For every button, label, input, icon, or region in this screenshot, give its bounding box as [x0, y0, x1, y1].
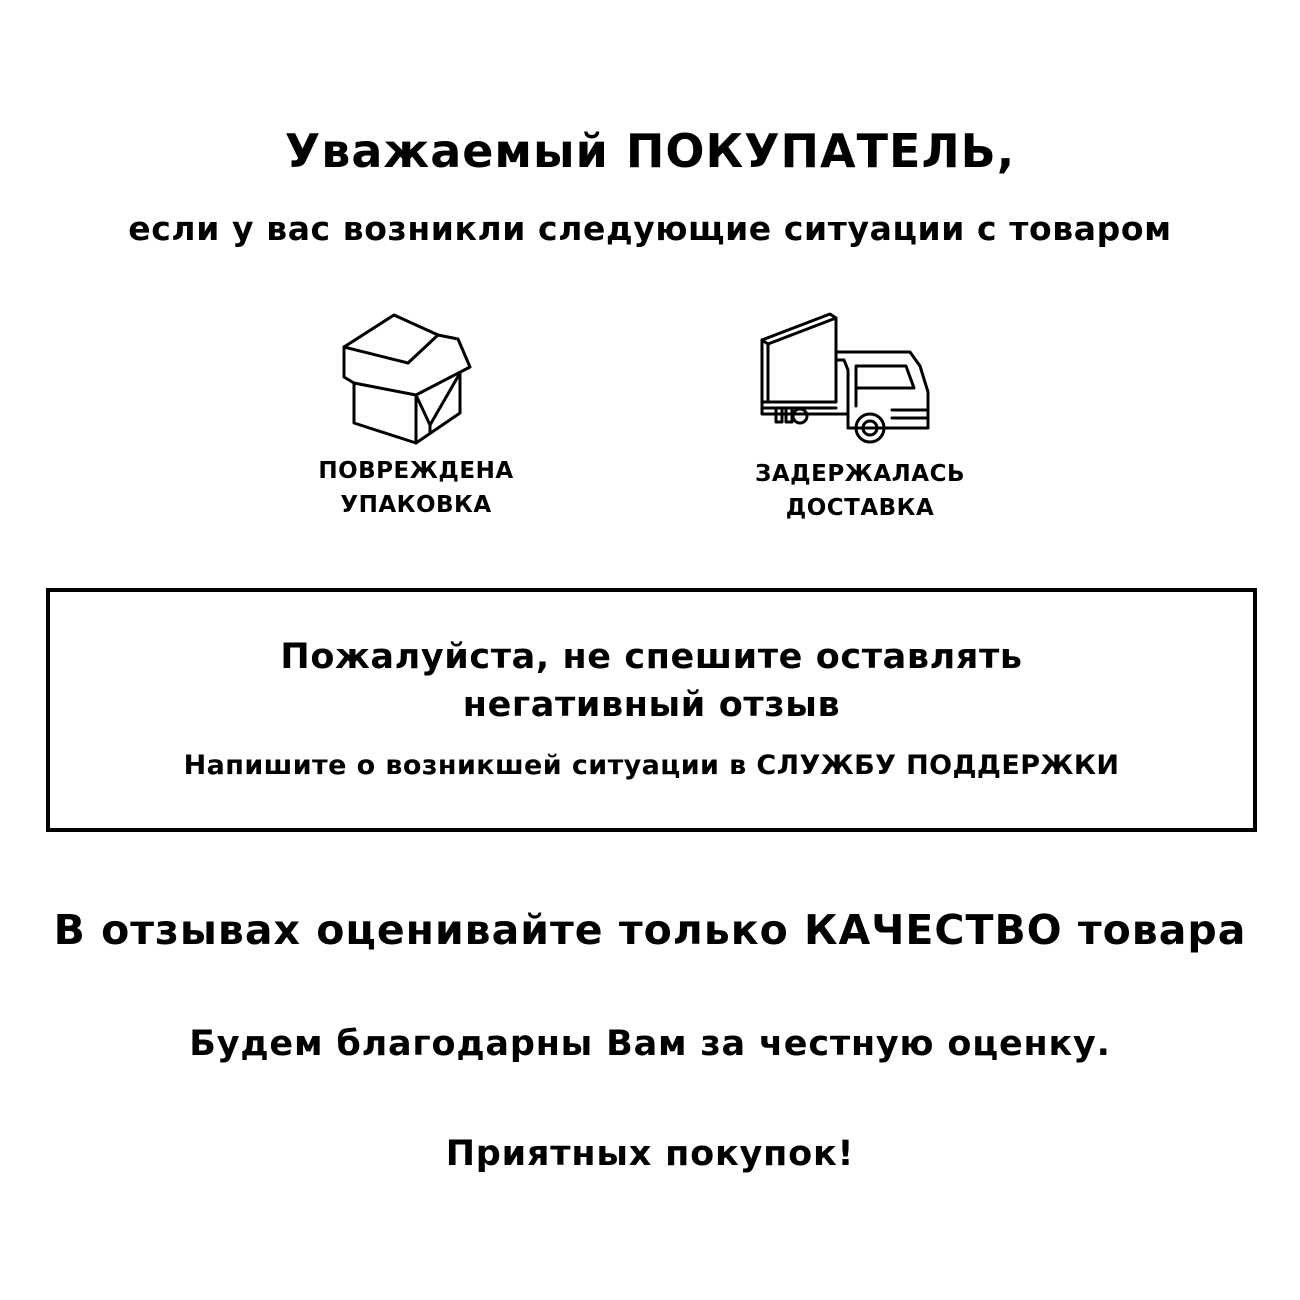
situation-label-line: ДОСТАВКА — [785, 495, 935, 521]
notice-heading-line-1: Пожалуйста, не спешите оставлять — [280, 637, 1023, 677]
thanks-message: Будем благодарны Вам за честную оценку. — [189, 1024, 1111, 1064]
situation-label-line: ПОВРЕЖДЕНА — [318, 458, 514, 484]
situation-label-line: УПАКОВКА — [340, 492, 492, 518]
situation-label-damaged-packaging — [256, 454, 576, 522]
notice-support-text: Напишите о возникшей ситуации в СЛУЖБУ ПОДДЕРЖКИ — [183, 750, 1120, 781]
open-box-icon — [330, 305, 490, 455]
situation-label-line: ЗАДЕРЖАЛАСЬ — [755, 461, 965, 487]
page-title: Уважаемый ПОКУПАТЕЛЬ, — [284, 124, 1016, 178]
delivery-truck-icon — [752, 310, 952, 450]
page-subtitle: если у вас возникли следующие ситуации с товаром — [128, 209, 1172, 248]
notice-box — [46, 588, 1257, 832]
quality-message: В отзывах оценивайте только КАЧЕСТВО товара — [53, 906, 1247, 954]
closing-message: Приятных покупок! — [445, 1134, 855, 1174]
notice-heading-line-2: негативный отзыв — [462, 685, 841, 725]
situation-label-delayed-delivery — [700, 457, 1020, 525]
